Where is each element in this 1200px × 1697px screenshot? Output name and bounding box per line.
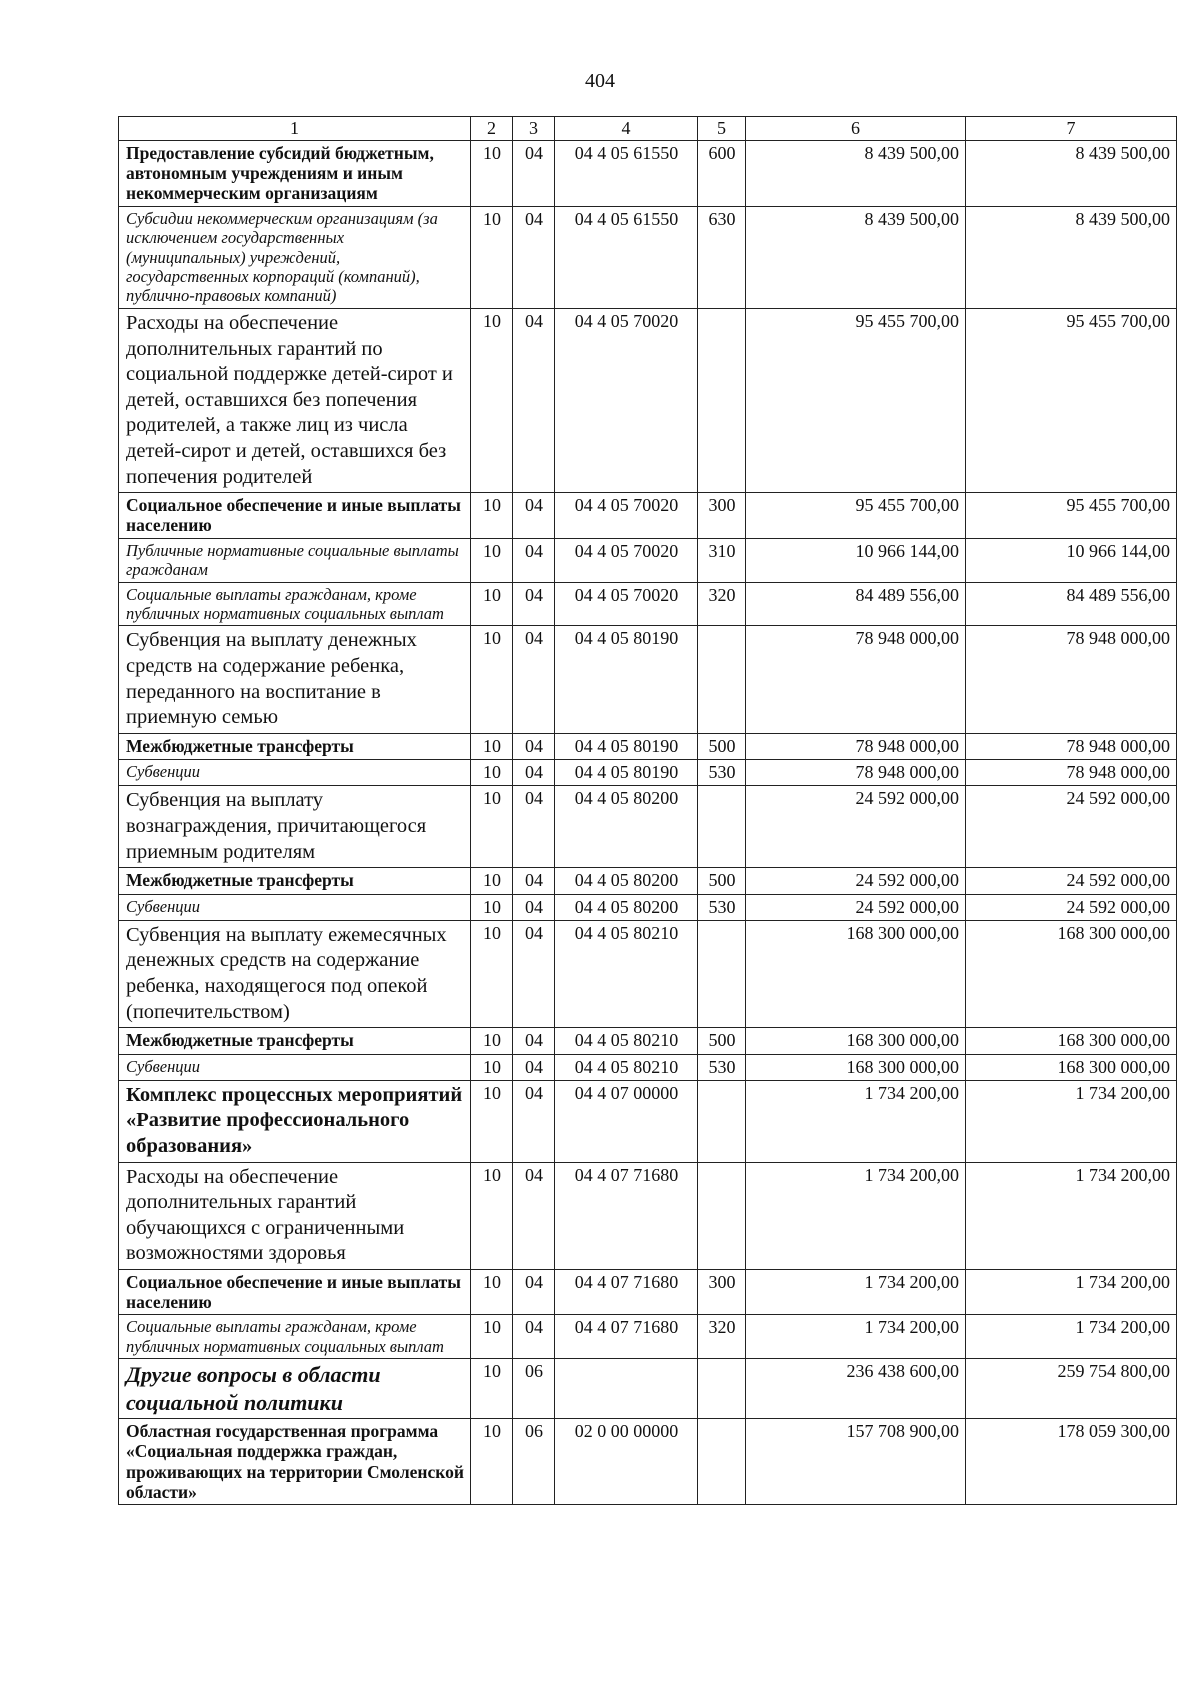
row-name: Расходы на обеспечение дополнительных гарантий обучающихся с ограниченными возможностями здоровья [119,1162,471,1270]
subsection-code: 04 [513,920,555,1028]
section-code: 10 [471,733,513,759]
target-article-code: 04 4 05 70020 [555,308,698,492]
amount-year-2: 168 300 000,00 [966,920,1177,1028]
section-code: 10 [471,493,513,538]
amount-year-1: 157 708 900,00 [746,1419,966,1505]
table-row [119,894,1177,920]
page-number: 404 [585,70,615,92]
subsection-code: 04 [513,582,555,626]
subsection-code: 04 [513,308,555,492]
row-name: Социальные выплаты гражданам, кроме публичных нормативных социальных выплат [119,1315,471,1359]
target-article-code: 04 4 05 80210 [555,1054,698,1080]
amount-year-1: 168 300 000,00 [746,920,966,1028]
row-name: Межбюджетные трансферты [119,733,471,759]
subsection-code: 06 [513,1419,555,1505]
subsection-code: 04 [513,868,555,894]
target-article-code: 04 4 05 70020 [555,538,698,582]
table-row [119,1162,1177,1270]
amount-year-1: 84 489 556,00 [746,582,966,626]
amount-year-1: 24 592 000,00 [746,786,966,868]
subsection-code: 04 [513,206,555,308]
section-code: 10 [471,1270,513,1315]
expense-type-code [698,1162,746,1270]
target-article-code: 04 4 05 80200 [555,868,698,894]
row-name: Субвенция на выплату денежных средств на содержание ребенка, переданного на воспитание в приемную семью [119,626,471,734]
section-code: 10 [471,1359,513,1419]
amount-year-1: 95 455 700,00 [746,493,966,538]
target-article-code [555,1359,698,1419]
expense-type-code: 300 [698,1270,746,1315]
row-name: Межбюджетные трансферты [119,868,471,894]
section-code: 10 [471,920,513,1028]
section-code: 10 [471,1080,513,1162]
target-article-code: 04 4 05 80200 [555,786,698,868]
target-article-code: 04 4 07 71680 [555,1270,698,1315]
amount-year-1: 95 455 700,00 [746,308,966,492]
target-article-code: 04 4 05 70020 [555,493,698,538]
subsection-code: 04 [513,1054,555,1080]
row-name: Субвенция на выплату ежемесячных денежных средств на содержание ребенка, находящегося под опекой (попечительством) [119,920,471,1028]
target-article-code: 02 0 00 00000 [555,1419,698,1505]
subsection-code: 04 [513,733,555,759]
column-number: 5 [698,117,746,141]
table-row [119,308,1177,492]
expense-type-code: 530 [698,894,746,920]
amount-year-1: 24 592 000,00 [746,894,966,920]
section-code: 10 [471,1419,513,1505]
amount-year-2: 1 734 200,00 [966,1162,1177,1270]
amount-year-2: 1 734 200,00 [966,1315,1177,1359]
amount-year-2: 84 489 556,00 [966,582,1177,626]
amount-year-2: 8 439 500,00 [966,141,1177,206]
amount-year-2: 259 754 800,00 [966,1359,1177,1419]
column-number: 2 [471,117,513,141]
section-code: 10 [471,308,513,492]
expense-type-code [698,786,746,868]
target-article-code: 04 4 05 70020 [555,582,698,626]
target-article-code: 04 4 05 61550 [555,141,698,206]
table-row [119,626,1177,734]
table-row [119,206,1177,308]
amount-year-2: 24 592 000,00 [966,894,1177,920]
row-name: Субвенция на выплату вознаграждения, причитающегося приемным родителям [119,786,471,868]
section-code: 10 [471,206,513,308]
amount-year-1: 78 948 000,00 [746,733,966,759]
row-name: Предоставление субсидий бюджетным, автономным учреждениям и иным некоммерческим организациям [119,141,471,206]
row-name: Комплекс процессных мероприятий «Развитие профессионального образования» [119,1080,471,1162]
amount-year-2: 1 734 200,00 [966,1080,1177,1162]
table-row [119,141,1177,206]
table-row [119,733,1177,759]
row-name: Социальное обеспечение и иные выплаты населению [119,1270,471,1315]
section-code: 10 [471,1028,513,1054]
table-row [119,920,1177,1028]
subsection-code: 04 [513,1080,555,1162]
amount-year-1: 168 300 000,00 [746,1054,966,1080]
amount-year-2: 178 059 300,00 [966,1419,1177,1505]
section-code: 10 [471,1315,513,1359]
subsection-code: 04 [513,894,555,920]
amount-year-2: 24 592 000,00 [966,868,1177,894]
amount-year-2: 95 455 700,00 [966,308,1177,492]
table-row [119,493,1177,538]
section-code: 10 [471,1162,513,1270]
section-code: 10 [471,538,513,582]
amount-year-2: 24 592 000,00 [966,786,1177,868]
expense-type-code: 310 [698,538,746,582]
table-row [119,1054,1177,1080]
amount-year-1: 1 734 200,00 [746,1162,966,1270]
subsection-code: 04 [513,786,555,868]
expense-type-code: 300 [698,493,746,538]
column-number-row [119,117,1177,141]
amount-year-1: 24 592 000,00 [746,868,966,894]
table-row [119,1359,1177,1419]
subsection-code: 04 [513,1270,555,1315]
target-article-code: 04 4 07 71680 [555,1315,698,1359]
target-article-code: 04 4 07 00000 [555,1080,698,1162]
row-name: Субвенции [119,1054,471,1080]
row-name: Областная государственная программа «Социальная поддержка граждан, проживающих на территории Смоленской области» [119,1419,471,1505]
amount-year-1: 78 948 000,00 [746,626,966,734]
amount-year-1: 8 439 500,00 [746,141,966,206]
expense-type-code [698,1359,746,1419]
row-name: Межбюджетные трансферты [119,1028,471,1054]
amount-year-1: 78 948 000,00 [746,760,966,786]
amount-year-2: 95 455 700,00 [966,493,1177,538]
column-number: 7 [966,117,1177,141]
amount-year-1: 1 734 200,00 [746,1315,966,1359]
amount-year-1: 236 438 600,00 [746,1359,966,1419]
subsection-code: 04 [513,493,555,538]
expense-type-code: 600 [698,141,746,206]
amount-year-1: 10 966 144,00 [746,538,966,582]
table-row [119,538,1177,582]
row-name: Субсидии некоммерческим организациям (за исключением государственных (муниципальных) учреждений, государственных корпораций (компаний), публично-правовых компаний) [119,206,471,308]
row-name: Субвенции [119,760,471,786]
expense-type-code [698,626,746,734]
subsection-code: 04 [513,538,555,582]
expense-type-code: 500 [698,1028,746,1054]
target-article-code: 04 4 07 71680 [555,1162,698,1270]
section-code: 10 [471,582,513,626]
subsection-code: 06 [513,1359,555,1419]
table-row [119,786,1177,868]
expense-type-code [698,1080,746,1162]
expense-type-code: 500 [698,868,746,894]
row-name: Субвенции [119,894,471,920]
expense-type-code [698,920,746,1028]
column-number: 6 [746,117,966,141]
target-article-code: 04 4 05 80190 [555,760,698,786]
subsection-code: 04 [513,626,555,734]
table-row [119,582,1177,626]
subsection-code: 04 [513,760,555,786]
amount-year-1: 1 734 200,00 [746,1270,966,1315]
row-name: Социальное обеспечение и иные выплаты населению [119,493,471,538]
subsection-code: 04 [513,141,555,206]
table-row [119,868,1177,894]
target-article-code: 04 4 05 80200 [555,894,698,920]
table-row [119,1080,1177,1162]
amount-year-2: 1 734 200,00 [966,1270,1177,1315]
section-code: 10 [471,760,513,786]
expense-type-code [698,308,746,492]
amount-year-1: 1 734 200,00 [746,1080,966,1162]
expense-type-code: 500 [698,733,746,759]
table-body [119,141,1177,1505]
amount-year-2: 8 439 500,00 [966,206,1177,308]
target-article-code: 04 4 05 80190 [555,626,698,734]
column-number: 1 [119,117,471,141]
table-row [119,1419,1177,1505]
column-number: 3 [513,117,555,141]
section-code: 10 [471,786,513,868]
target-article-code: 04 4 05 80190 [555,733,698,759]
amount-year-2: 78 948 000,00 [966,626,1177,734]
subsection-code: 04 [513,1315,555,1359]
section-code: 10 [471,141,513,206]
expense-type-code [698,1419,746,1505]
expense-type-code: 320 [698,1315,746,1359]
table-row [119,1028,1177,1054]
expense-type-code: 320 [698,582,746,626]
expense-type-code: 530 [698,1054,746,1080]
subsection-code: 04 [513,1028,555,1054]
amount-year-2: 168 300 000,00 [966,1028,1177,1054]
section-code: 10 [471,626,513,734]
subsection-code: 04 [513,1162,555,1270]
budget-table [118,116,1177,1505]
amount-year-2: 78 948 000,00 [966,760,1177,786]
row-name: Расходы на обеспечение дополнительных гарантий по социальной поддержке детей-сирот и детей, оставшихся без попечения родителей, а также лиц из числа детей-сирот и детей, оставшихся без попечения родителей [119,308,471,492]
expense-type-code: 530 [698,760,746,786]
column-number: 4 [555,117,698,141]
target-article-code: 04 4 05 61550 [555,206,698,308]
target-article-code: 04 4 05 80210 [555,920,698,1028]
amount-year-2: 78 948 000,00 [966,733,1177,759]
amount-year-2: 10 966 144,00 [966,538,1177,582]
section-code: 10 [471,1054,513,1080]
expense-type-code: 630 [698,206,746,308]
table-row [119,1315,1177,1359]
section-code: 10 [471,894,513,920]
row-name: Публичные нормативные социальные выплаты гражданам [119,538,471,582]
row-name: Социальные выплаты гражданам, кроме публичных нормативных социальных выплат [119,582,471,626]
target-article-code: 04 4 05 80210 [555,1028,698,1054]
table-row [119,1270,1177,1315]
amount-year-2: 168 300 000,00 [966,1054,1177,1080]
amount-year-1: 8 439 500,00 [746,206,966,308]
amount-year-1: 168 300 000,00 [746,1028,966,1054]
row-name: Другие вопросы в области социальной политики [119,1359,471,1419]
table-row [119,760,1177,786]
section-code: 10 [471,868,513,894]
